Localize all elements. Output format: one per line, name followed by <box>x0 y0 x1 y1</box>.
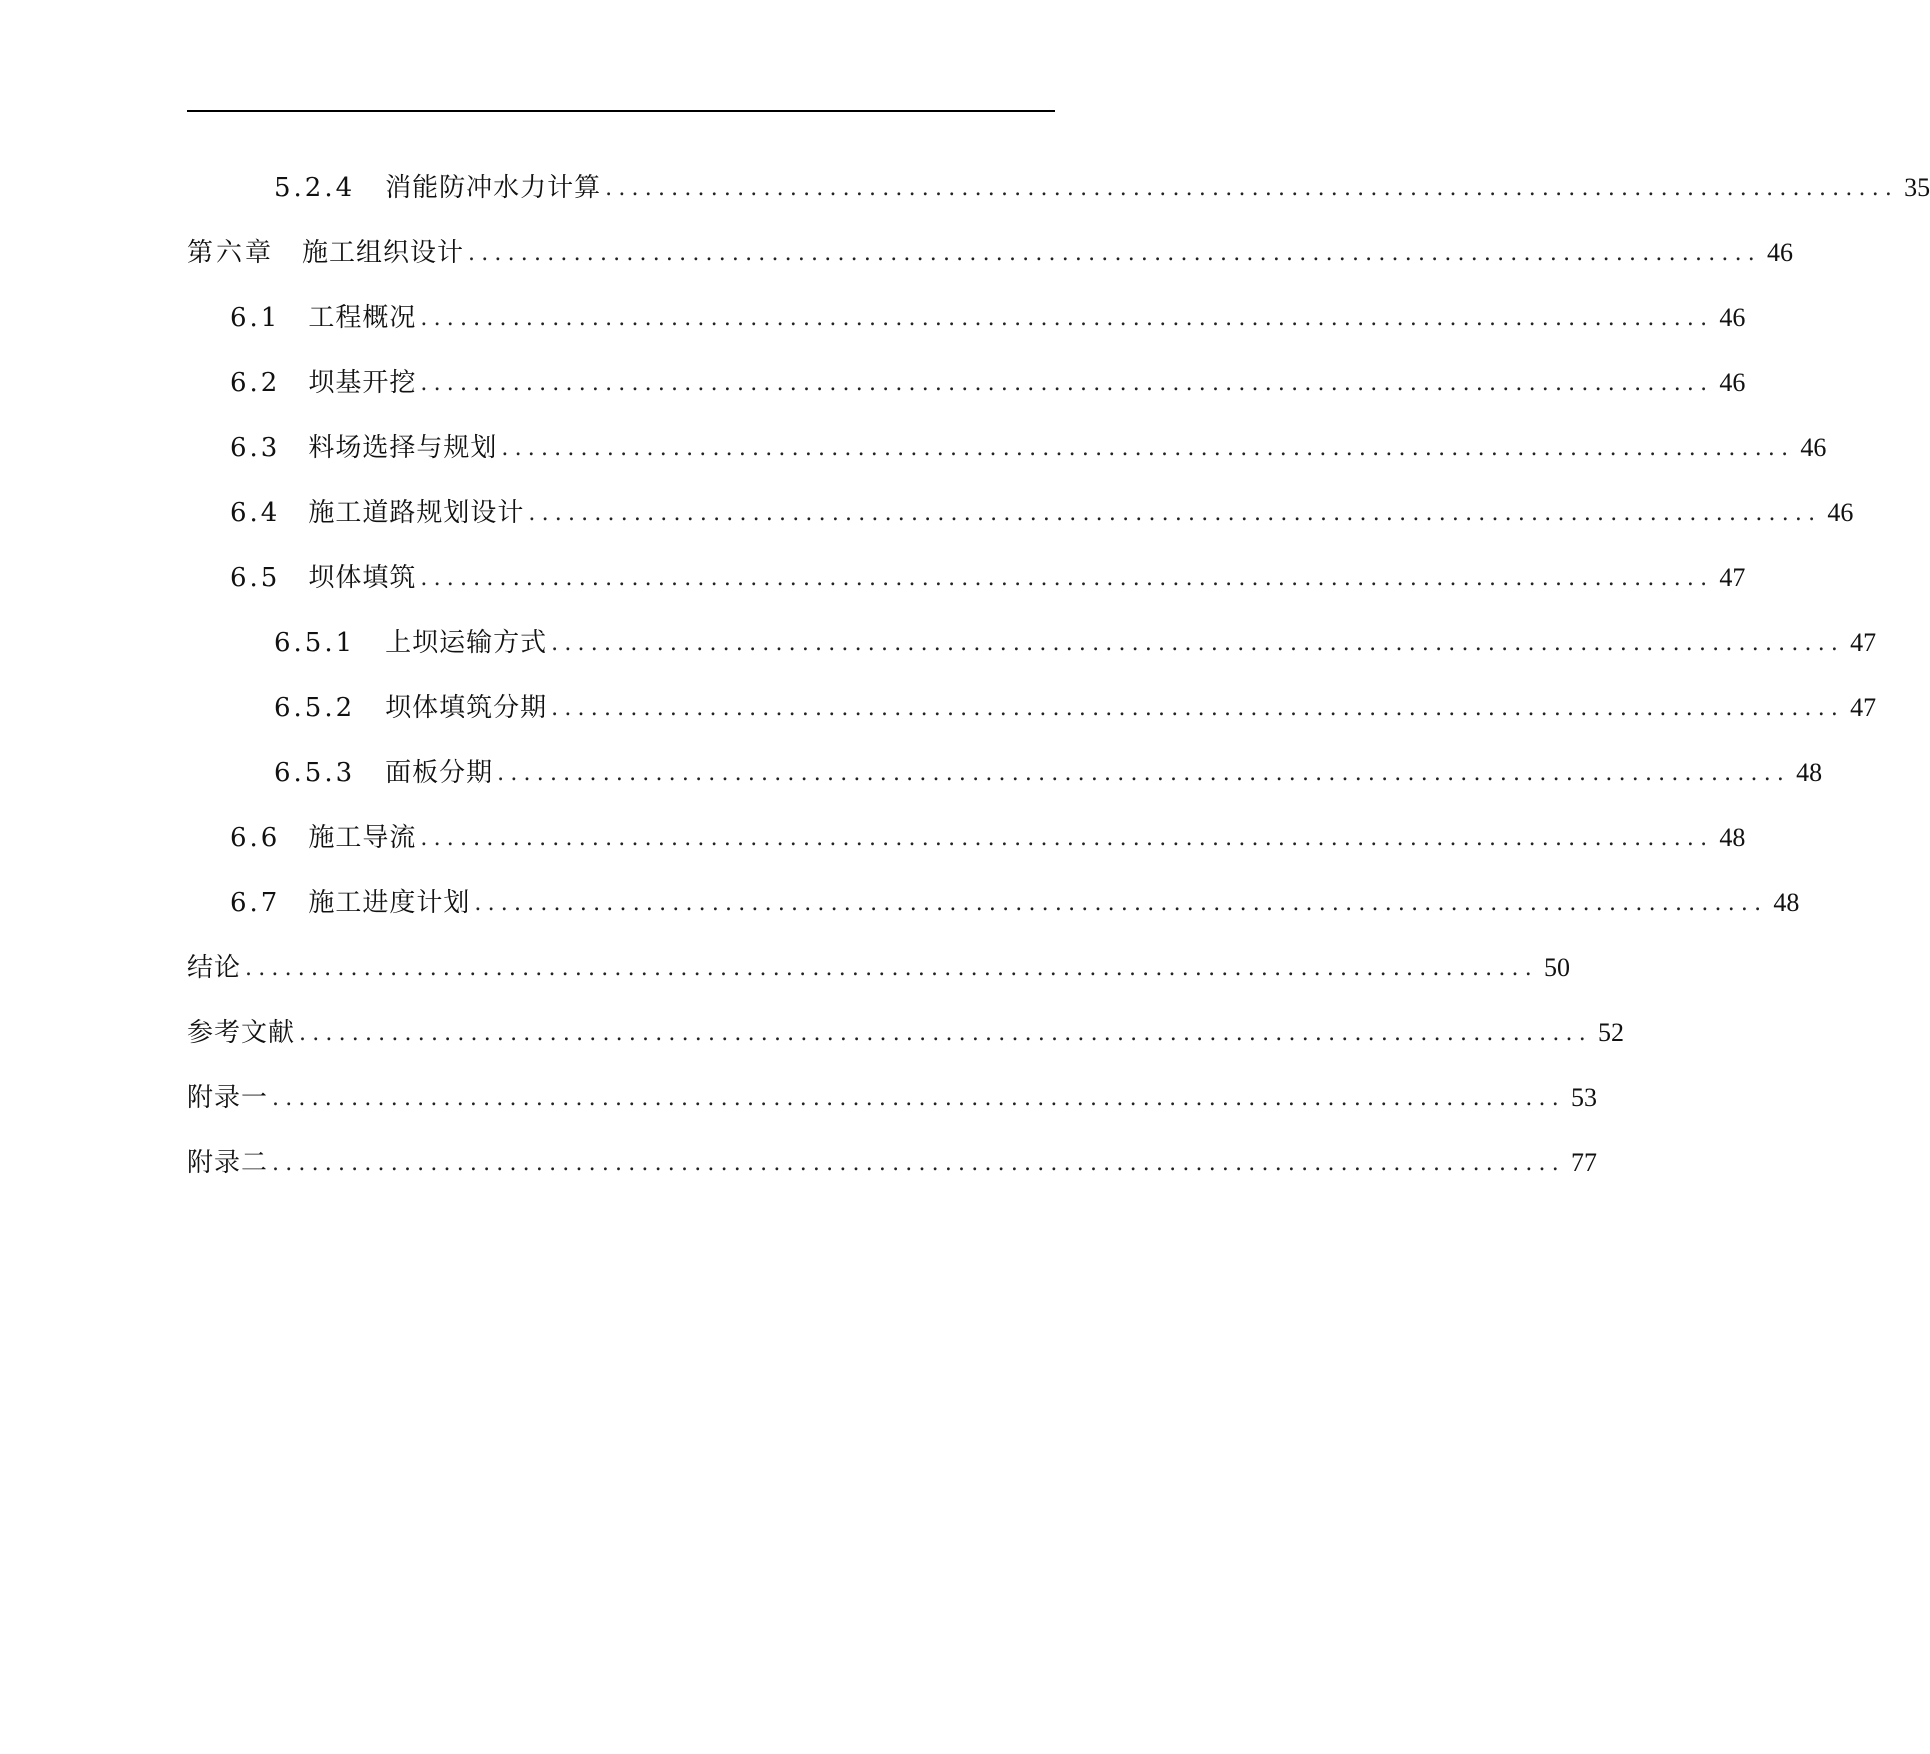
toc-entry-page: 77 <box>1570 1148 1597 1177</box>
toc-entry-number: 6.4 <box>230 498 281 528</box>
toc-entry-page: 48 <box>1773 888 1800 917</box>
toc-entry-title: 上坝运输方式 <box>385 628 548 658</box>
toc-entry-number: 6.5.2 <box>274 693 356 723</box>
toc-entry[interactable] <box>187 935 1570 1000</box>
toc-entry-page: 46 <box>1766 238 1793 267</box>
toc-entry-title: 坝体填筑 <box>308 563 417 593</box>
toc-entry-title: 附录一 <box>187 1083 269 1113</box>
toc-entry[interactable] <box>187 545 1746 610</box>
toc-entry-page: 48 <box>1719 823 1746 852</box>
toc-leader-dots: .................................................................................................. <box>551 696 1845 721</box>
toc-entry-title: 料场选择与规划 <box>308 433 498 463</box>
toc-entry-number: 6.5 <box>230 563 281 593</box>
toc-entry[interactable] <box>187 350 1746 415</box>
toc-entry-title: 施工进度计划 <box>308 888 471 918</box>
toc-entry-title: 面板分期 <box>385 758 494 788</box>
toc-entry[interactable] <box>187 220 1793 285</box>
toc-entry-page: 48 <box>1796 758 1823 787</box>
toc-entry-number: 5.2.4 <box>274 173 356 203</box>
toc-entry-number: 6.3 <box>230 433 281 463</box>
toc-entry-title: 坝基开挖 <box>308 368 417 398</box>
toc-entry[interactable] <box>187 740 1823 805</box>
toc-entry-number: 6.1 <box>230 303 281 333</box>
toc-entry-page: 53 <box>1570 1083 1597 1112</box>
table-of-contents <box>187 155 1930 1195</box>
toc-leader-dots: .................................................................................................. <box>528 501 1822 526</box>
toc-entry-page: 46 <box>1719 303 1746 332</box>
toc-entry-title: 施工导流 <box>308 823 417 853</box>
header-rule <box>187 110 1055 112</box>
toc-entry-title: 消能防冲水力计算 <box>385 173 602 203</box>
toc-entry-page: 46 <box>1719 368 1746 397</box>
toc-entry-page: 47 <box>1850 628 1877 657</box>
toc-leader-dots: .................................................................................................. <box>420 371 1714 396</box>
toc-leader-dots: .................................................................................................. <box>420 566 1714 591</box>
toc-leader-dots: .................................................................................................. <box>605 176 1899 201</box>
toc-entry-page: 46 <box>1827 498 1854 527</box>
toc-entry[interactable] <box>187 870 1800 935</box>
toc-leader-dots: .................................................................................................. <box>420 826 1714 851</box>
toc-leader-dots: .................................................................................................. <box>272 1151 1565 1176</box>
toc-entry[interactable] <box>187 1000 1624 1065</box>
toc-leader-dots: .................................................................................................. <box>468 241 1761 266</box>
toc-leader-dots: .................................................................................................. <box>272 1086 1565 1111</box>
toc-leader-dots: .................................................................................................. <box>299 1021 1592 1046</box>
toc-entry-title: 施工道路规划设计 <box>308 498 525 528</box>
toc-entry-title: 坝体填筑分期 <box>385 693 548 723</box>
toc-entry-title: 工程概况 <box>308 303 417 333</box>
toc-leader-dots: .................................................................................................. <box>245 956 1538 981</box>
toc-entry[interactable] <box>187 675 1877 740</box>
toc-entry-title: 施工组织设计 <box>302 238 465 268</box>
toc-entry[interactable] <box>187 480 1854 545</box>
toc-entry-title: 参考文献 <box>187 1018 296 1048</box>
toc-entry[interactable] <box>187 610 1877 675</box>
toc-entry[interactable] <box>187 155 1930 220</box>
toc-entry[interactable] <box>187 1065 1597 1130</box>
toc-entry-title: 结论 <box>187 953 242 983</box>
toc-entry[interactable] <box>187 285 1746 350</box>
toc-entry-number: 6.2 <box>230 368 281 398</box>
toc-leader-dots: .................................................................................................. <box>501 436 1795 461</box>
toc-entry-title: 附录二 <box>187 1148 269 1178</box>
toc-leader-dots: .................................................................................................. <box>420 306 1714 331</box>
toc-entry[interactable] <box>187 415 1827 480</box>
toc-entry-number: 6.6 <box>230 823 281 853</box>
toc-entry-page: 47 <box>1850 693 1877 722</box>
toc-entry-page: 35 <box>1904 173 1930 202</box>
toc-leader-dots: .................................................................................................. <box>474 891 1768 916</box>
toc-entry-number: 第六章 <box>187 238 275 268</box>
toc-entry-page: 52 <box>1597 1018 1624 1047</box>
toc-entry-page: 46 <box>1800 433 1827 462</box>
toc-entry-number: 6.7 <box>230 888 281 918</box>
toc-entry-page: 47 <box>1719 563 1746 592</box>
toc-entry[interactable] <box>187 805 1746 870</box>
toc-leader-dots: .................................................................................................. <box>497 761 1791 786</box>
toc-entry-number: 6.5.3 <box>274 758 356 788</box>
toc-leader-dots: .................................................................................................. <box>551 631 1845 656</box>
toc-entry[interactable] <box>187 1130 1597 1195</box>
toc-entry-page: 50 <box>1543 953 1570 982</box>
toc-entry-number: 6.5.1 <box>274 628 356 658</box>
